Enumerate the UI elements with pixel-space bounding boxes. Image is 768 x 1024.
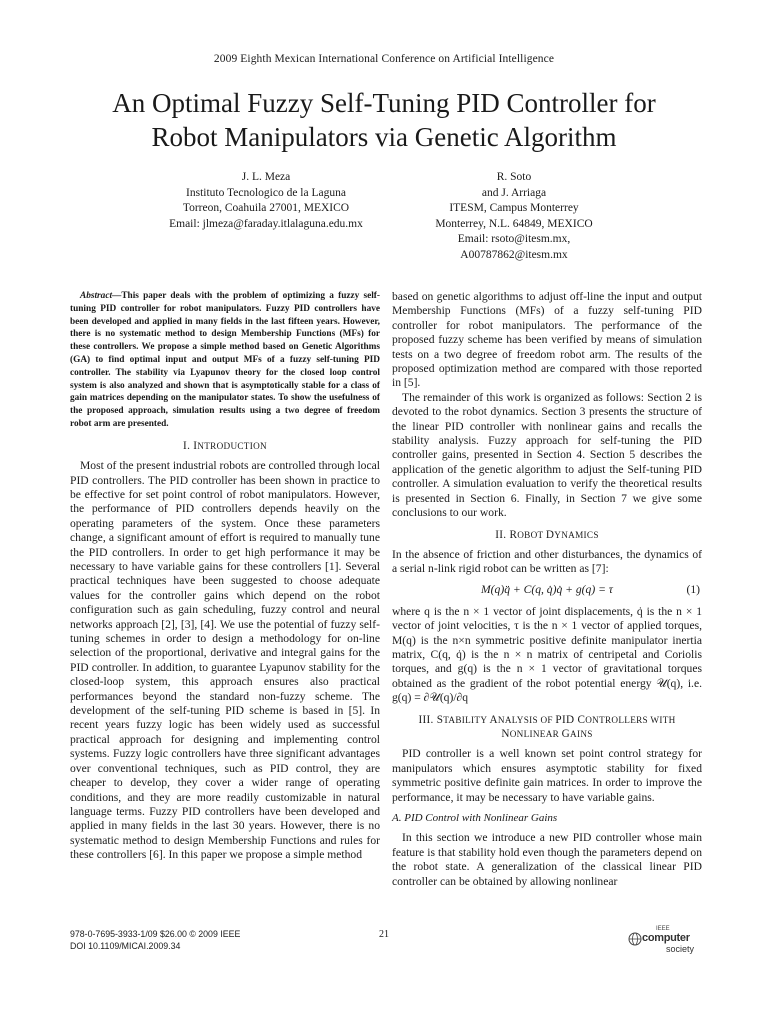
paragraph: where q is the n × 1 vector of joint displacements, q̇ is the n × 1 vector of joint velocities, τ is the n × 1 vector of applied torques, M(q) is the n×n symmetric positive definite manipulator inertia matrix, C(q, q̇) is the n × n matrix of centripetal and Coriolis torques, and g(q) is the n × 1 vector of gravitational torques obtained as the gradient of the robot potential energy 𝒰(q), i.e. g(q) = ∂𝒰(q)/∂q (392, 604, 702, 705)
author-block-right (364, 170, 664, 263)
author-affiliation: ITESM, Campus Monterrey (449, 202, 579, 214)
author-name: and J. Arriaga (481, 186, 547, 199)
doi-line: DOI 10.1109/MICAI.2009.34 (70, 941, 181, 951)
section-heading-robot-dynamics: II. ROBOT DYNAMICS (495, 528, 599, 541)
right-column (392, 290, 702, 889)
equation-body: M(q)q̈ + C(q, q̇)q̇ + g(q) = τ (481, 582, 613, 596)
title-line-1: An Optimal Fuzzy Self-Tuning PID Controller for (112, 88, 656, 118)
paragraph: In this section we introduce a new PID controller whose main feature is that stability hold even though the parameters depend on the robot state. A generalization of the classical linear PID controller can be obtained by allowing nonlinear (392, 831, 702, 888)
logo-ieee-text: IEEE (656, 926, 670, 932)
equation-number: (1) (686, 582, 700, 596)
abstract (70, 290, 380, 431)
author-address: Monterrey, N.L. 64849, MEXICO (435, 217, 593, 230)
author-email: Email: jlmeza@faraday.itlalaguna.edu.mx (169, 217, 363, 230)
paragraph: The remainder of this work is organized as follows: Section 2 is devoted to the robot dynamics. Section 3 presents the structure of the linear PID controller with nonlinear gains and recalls the stability analysis. Fuzzy approach for self-tuning the PID controller gains, presented in Section 4. Section 5 describes the application of the genetic algorithm to adjust the Self-tuning PID controller. A simulation evaluation to verify the theoretical results is presented in Section 6. Finally, in Section 7 we give some conclusions to our work. (392, 390, 702, 520)
paper-title (40, 86, 728, 154)
page-number: 21 (379, 929, 389, 940)
left-column (70, 290, 380, 863)
ieee-computer-society-logo (628, 926, 708, 956)
abstract-body: —This paper deals with the problem of optimizing a fuzzy self-tuning PID controller for robot manipulators. Fuzzy PID controllers have been developed and applied in many fields in the last fifteen years. However, there is no systematic method to design Membership Functions (MFs) for these controllers. We propose a simple method based on Genetic Algorithms (GA) to find optimal input and output MFs of a fuzzy self-tuning PID controller. The stability via Lyapunov theory for the closed loop control system is also analyzed and shown that is asymptotically stable for a class of gain matrices depending on the manipulator states. To show the usefulness of the proposed approach, simulation results using a two degree of freedom robot arm are presented. (70, 291, 380, 429)
author-address: Torreon, Coahuila 27001, MEXICO (182, 202, 350, 214)
author-email: Email: rsoto@itesm.mx, (457, 233, 571, 245)
isbn-line: 978-0-7695-3933-1/09 $26.00 © 2009 IEEE (70, 929, 241, 939)
author-affiliation: Instituto Tecnologico de la Laguna (186, 186, 346, 199)
title-line-2: Robot Manipulators via Genetic Algorithm (151, 122, 617, 152)
abstract-label: Abstract (80, 291, 113, 301)
paragraph: based on genetic algorithms to adjust off-line the input and output Membership Functions (MFs) of a fuzzy self-tuning PID controller for robot manipulators. The performance of the proposed fuzzy scheme has been verified by means of simulation tests on a two degree of freedom robot arm. The results of the proposed optimization method are compared with those reported in [5]. (392, 290, 702, 390)
paragraph: In the absence of friction and other disturbances, the dynamics of a serial n-link rigid robot can be written as [7]: (392, 547, 702, 576)
author-name: R. Soto (496, 171, 532, 183)
section-heading-stability: III. STABILITY ANALYSIS OF PID CONTROLLERS WITH NONLINEAR GAINS (418, 713, 676, 740)
subsection-heading: A. PID Control with Nonlinear Gains (392, 812, 558, 824)
logo-computer-text: computer (642, 932, 690, 944)
globe-icon (628, 932, 642, 946)
equation-1 (392, 583, 702, 599)
logo-society-text: society (666, 944, 695, 954)
section-heading-introduction: I. INTRODUCTION (183, 439, 267, 452)
introduction-text: Most of the present industrial robots are controlled through local PID controllers. The PID controller has been shown in practice to be effective for set point control of robot manipulators. However, the performance of PID controllers depends heavily on the operating parameters of the system. Once these parameters change, a significant amount of effort is required to manually tune the PID controllers. In order to get high performance it may be necessary to have variable gains for these controllers [1]. Several practical techniques have been suggested to choose adequate values for the controller gains which depend on the robot configuration such as gain scheduling, fuzzy control and neural networks approach [2], [3], [4]. We use the potential of fuzzy self-tuning schemes in order to design a methodology for on-line selection of the proportional, derivative and integral gains for the PID controller. In addition, to guarantee Lyapunov stability for the closed-loop system, this approach ensures also practical performances beyond the standard non-fuzzy scheme. The development of the self-tuning PID scheme is based in [5]. In recent years fuzzy logic has been widely used as successful practical approach for designing and implementing control systems. Fuzzy logic controllers have three significant advantages over conventional techniques, such as PID control, they are cheaper to develop, they cover a wider range of operating conditions, and they are more readily customizable in natural language terms. Fuzzy PID controllers have been developed and applied in many fields in the last 30 years. However, there is no systematic method to design Membership Functions and rules for these controllers [6]. In this paper we propose a simple method (70, 459, 380, 862)
conference-header: 2009 Eighth Mexican International Conference on Artificial Intelligence (213, 53, 555, 65)
author-name: J. L. Meza (241, 171, 291, 183)
author-email: A00787862@itesm.mx (460, 248, 568, 261)
paragraph: PID controller is a well known set point control strategy for manipulators which ensures asymptotic stability for fixed symmetric positive definite gain matrices. In order to improve the performance, it may be necessary to have variable gains. (392, 747, 702, 804)
